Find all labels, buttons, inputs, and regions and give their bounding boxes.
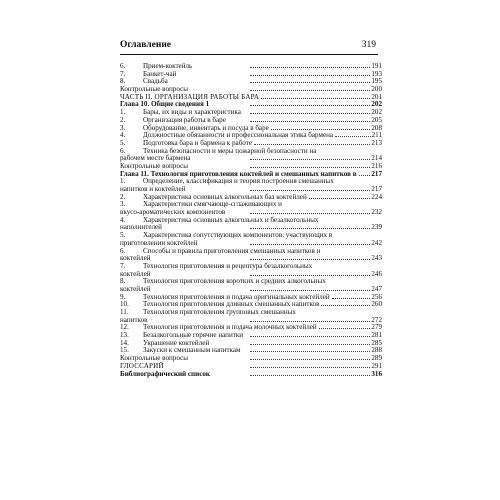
toc-entry-title: ГЛОССАРИЙ: [120, 361, 164, 370]
toc-entry: [120, 278, 382, 286]
toc-entry-title: Свадьба: [143, 77, 168, 86]
dot-leader: [250, 75, 370, 76]
dot-leader: [261, 98, 370, 99]
toc-entry-page: 191: [371, 62, 382, 70]
toc-entry-page: 193: [371, 69, 382, 78]
toc-entry-title: коктейлей: [120, 254, 151, 263]
dot-leader: [250, 259, 370, 260]
toc-entry-title: Контрольные вопросы: [120, 161, 188, 170]
toc-entry-title: Способы и правила приготовления смешанных напитков и: [143, 246, 321, 255]
toc-entry-number: 3.: [120, 123, 126, 132]
toc-entry-title: Библиографический список: [120, 369, 210, 378]
toc-entry-title: Организация работы в баре: [143, 115, 226, 124]
toc-entry-title: Украшение коктейлей: [143, 338, 210, 347]
toc-entry-title: Глава 10. Общие сведения 1: [120, 100, 210, 109]
toc-entry: [120, 248, 382, 256]
toc-entry-title: Глава 11. Технология приготовления коктейлей и смешанных напитков в: [120, 169, 357, 178]
toc-entry-title: Прием-коктейль: [143, 62, 193, 70]
toc-entry-number: 15.: [120, 346, 129, 355]
toc-entry-page: 246: [371, 269, 382, 278]
toc-entry-page: 201: [371, 92, 382, 101]
toc-entry-title: Характеристика основных алкогольных и безалкогольных: [143, 215, 319, 224]
page-number: 319: [361, 40, 376, 50]
dot-leader: [250, 359, 370, 360]
dot-leader: [250, 351, 370, 352]
dot-leader: [250, 344, 370, 345]
toc-entry-page: 202: [371, 100, 382, 109]
toc-entry-number: 4.: [120, 215, 126, 224]
toc-entry-page: 256: [371, 292, 382, 301]
toc-entry-title: Технология приготовления и рецептура безалкогольных: [143, 261, 313, 270]
dot-leader: [271, 129, 371, 130]
dot-leader: [250, 105, 370, 106]
toc-entry-title: ЧАСТЬ II. ОРГАНИЗАЦИЯ РАБОТЫ БАРА: [120, 92, 260, 101]
dot-leader: [250, 190, 370, 191]
toc-entry-title: Закуски к смешанным напиткам: [143, 346, 241, 355]
toc-entry-number: 3.: [120, 200, 126, 209]
table-of-contents: [120, 63, 382, 378]
toc-entry-number: 5.: [120, 138, 126, 147]
dot-leader: [250, 321, 370, 322]
dot-leader: [250, 121, 370, 122]
toc-entry-page: 291: [371, 361, 382, 370]
toc-entry-title: Определение, классификация и теория построения смешанных: [143, 177, 334, 186]
toc-entry-title: напитков и коктейлей: [120, 185, 186, 193]
toc-entry-page: 247: [371, 284, 382, 293]
toc-entry-number: 7.: [120, 261, 126, 270]
toc-entry-number: 11.: [120, 308, 129, 316]
toc-entry-number: 4.: [120, 131, 126, 140]
dot-leader: [250, 367, 370, 368]
toc-entry-page: 232: [371, 208, 382, 217]
toc-entry-number: 12.: [120, 323, 129, 332]
toc-entry-page: 213: [371, 138, 382, 147]
toc-entry-page: 208: [371, 123, 382, 132]
toc-entry: [120, 309, 382, 317]
toc-entry-title: Технология приготовления групповых смешанных: [143, 308, 296, 316]
toc-entry-number: 6.: [120, 246, 126, 255]
dot-leader: [250, 290, 370, 291]
toc-entry-title: Технология приготовления длинных смешанных напитков: [143, 300, 320, 309]
toc-entry-title: Должностные обязанности и профессиональная этика бармена: [143, 131, 334, 140]
toc-entry-title: Характеристики смягчающе-сглаживающих и: [143, 200, 282, 209]
dot-leader: [250, 275, 370, 276]
toc-entry-title: Подготовка бара и бармена к работе: [143, 138, 252, 147]
toc-entry-number: 2.: [120, 192, 126, 201]
toc-entry-page: 316: [371, 369, 382, 378]
toc-entry-title: Характеристика основных алкогольных баз коктейлей: [143, 192, 307, 201]
toc-entry: [120, 371, 382, 379]
toc-entry-title: Технология приготовления и подача оригинальных коктейлей: [143, 292, 330, 301]
dot-leader: [250, 113, 370, 114]
toc-entry-page: 243: [371, 254, 382, 263]
dot-leader: [250, 67, 370, 68]
dot-leader: [321, 305, 370, 306]
toc-entry-title: Технология приготовления и подача молочных коктейлей: [143, 323, 317, 332]
dot-leader: [250, 375, 370, 376]
toc-entry-page: 242: [371, 238, 382, 247]
toc-entry-title: коктейлей: [120, 284, 151, 293]
dot-leader: [250, 90, 370, 91]
toc-entry-title: Контрольные вопросы: [120, 85, 188, 94]
dot-leader: [359, 175, 371, 176]
toc-entry-page: 217: [371, 169, 382, 178]
toc-entry-number: 13.: [120, 331, 129, 340]
toc-entry-page: 272: [371, 315, 382, 324]
toc-entry-page: 239: [371, 223, 382, 232]
toc-entry-page: 202: [371, 108, 382, 117]
toc-entry-page: 281: [371, 331, 382, 340]
dot-leader: [335, 136, 371, 137]
toc-entry-title: Контрольные вопросы: [120, 354, 188, 363]
toc-entry-page: 200: [371, 85, 382, 94]
toc-entry-title: Безалкогольные горячие напитки: [143, 331, 244, 340]
dot-leader: [332, 298, 371, 299]
toc-entry-page: 289: [371, 354, 382, 363]
toc-entry-number: 1.: [120, 177, 126, 186]
dot-leader: [250, 336, 370, 337]
dot-leader: [250, 167, 370, 168]
dot-leader: [250, 244, 370, 245]
dot-leader: [250, 228, 370, 229]
toc-entry-number: 14.: [120, 338, 129, 347]
toc-entry-page: 288: [371, 346, 382, 355]
dot-leader: [250, 213, 370, 214]
dot-leader: [250, 159, 370, 160]
toc-entry-page: 205: [371, 115, 382, 124]
toc-entry-number: 8.: [120, 77, 126, 86]
toc-entry-page: 211: [371, 131, 382, 140]
dot-leader: [254, 144, 370, 145]
toc-entry-title: напитков: [120, 315, 148, 324]
toc-entry-page: 216: [371, 161, 382, 170]
toc-entry-title: вкусо-ароматических компонентов: [120, 208, 226, 217]
toc-entry: [120, 263, 382, 271]
page-header: [120, 40, 378, 55]
toc-entry-number: 2.: [120, 115, 126, 124]
page-title: Оглавление: [120, 40, 172, 50]
toc-entry-number: 7.: [120, 69, 126, 78]
dot-leader: [319, 328, 371, 329]
toc-entry-title: Характеристика сопутствующих компонентов, участвующих в: [143, 231, 333, 240]
toc-entry-number: 1.: [120, 108, 126, 117]
toc-entry-title: наполнителей: [120, 223, 162, 232]
dot-leader: [250, 82, 370, 83]
toc-entry-number: 5.: [120, 231, 126, 240]
toc-entry-page: 217: [371, 185, 382, 193]
toc-entry-title: рабочем месте бармена: [120, 154, 191, 163]
toc-entry-number: 6.: [120, 62, 126, 70]
toc-entry-title: Техника безопасности и меры пожарной безопасности на: [143, 146, 317, 155]
dot-leader: [309, 198, 371, 199]
toc-entry-page: 260: [371, 300, 382, 309]
toc-entry-title: Технология приготовления коротких и средних алкогольных: [143, 277, 326, 286]
toc-entry-page: 279: [371, 323, 382, 332]
toc-entry-page: 195: [371, 77, 382, 86]
toc-entry-number: 6.: [120, 146, 126, 155]
toc-entry-number: 10.: [120, 300, 129, 309]
toc-entry-number: 8.: [120, 277, 126, 286]
toc-entry-number: 9.: [120, 292, 126, 301]
toc-entry-title: Бары, их виды и характеристика: [143, 108, 241, 117]
toc-entry-page: 214: [371, 154, 382, 163]
toc-entry-title: Оборудование, инвентарь и посуда в баре: [143, 123, 269, 132]
toc-entry-title: приготовлении коктейлей: [120, 238, 198, 247]
toc-entry-title: коктейлей: [120, 269, 151, 278]
toc-entry-page: 224: [371, 192, 382, 201]
toc-entry-title: Банкет-чай: [143, 69, 177, 78]
toc-entry-page: 285: [371, 338, 382, 347]
